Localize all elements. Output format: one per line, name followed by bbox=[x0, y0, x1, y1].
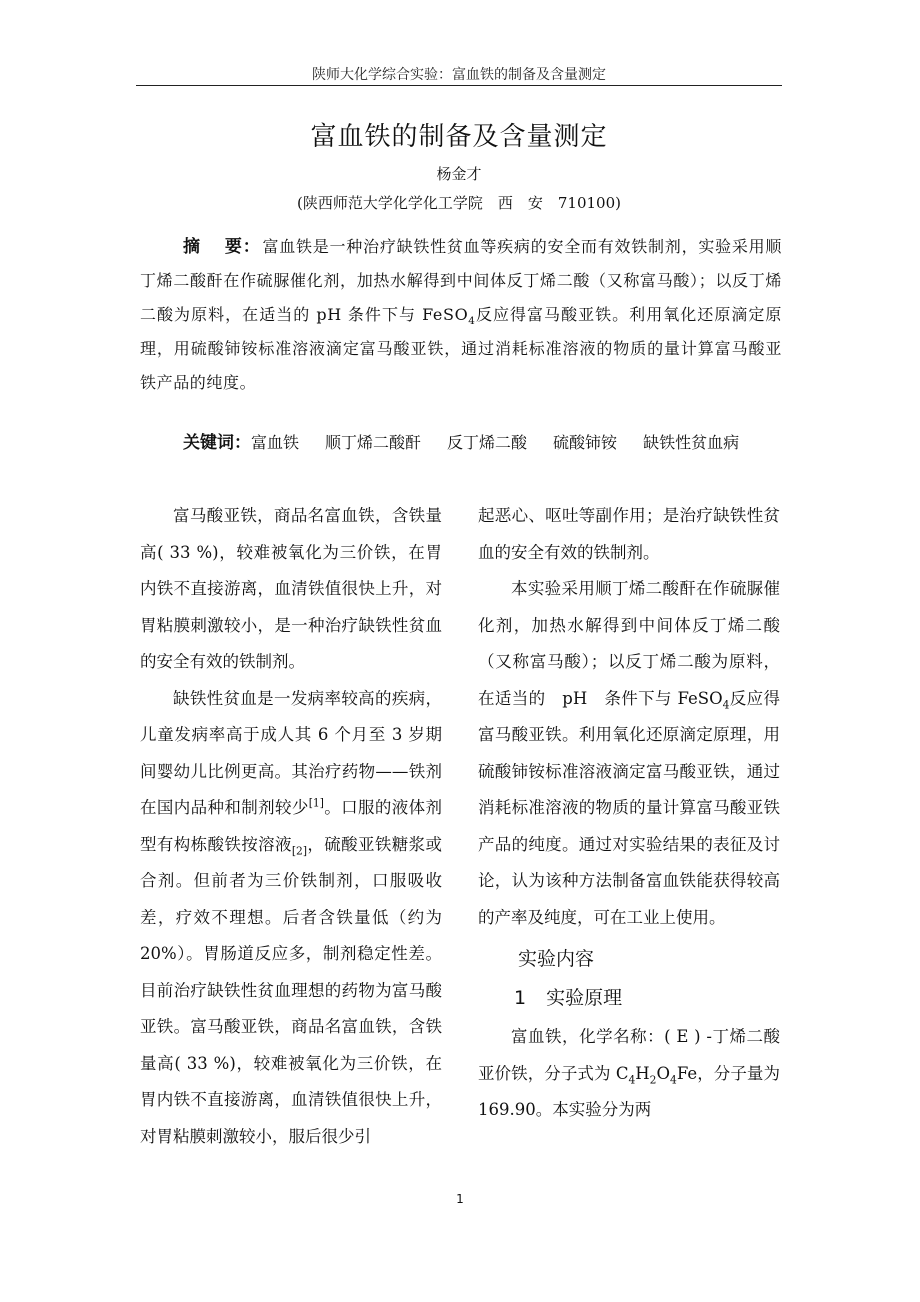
keyword-item: 缺铁性贫血病 bbox=[643, 433, 740, 452]
abstract bbox=[140, 230, 782, 400]
formula-subscript: 4 bbox=[670, 1072, 677, 1086]
citation-ref-1: [1] bbox=[308, 796, 324, 810]
body-paragraph: 富马酸亚铁，商品名富血铁，含铁量高( 33 %)，较难被氧化为三价铁，在胃内铁不直接游离，血清铁值很快上升，对胃粘膜刺激较小，是一种治疗缺铁性贫血的安全有效的铁制剂。 bbox=[140, 506, 442, 671]
abstract-text-b: 反应得富马酸亚铁。利用氧化还原滴定原理，用硫酸铈铵标准溶液滴定富马酸亚铁，通过消耗标准溶液的物质的量计算富马酸亚铁产品的纯度。 bbox=[140, 305, 782, 392]
page-number: 1 bbox=[456, 1192, 464, 1206]
formula-subscript: 2 bbox=[649, 1072, 657, 1086]
body-text: 反应得富马酸亚铁。利用氧化还原滴定原理，用硫酸铈铵标准溶液滴定富马酸亚铁，通过消耗标准溶液的物质的量计算富马酸亚铁产品的纯度。通过对实验结果的表征及讨论，认为该种方法制备富血铁能获得较高的产率及纯度，可在工业上使用。 bbox=[478, 688, 781, 927]
keywords bbox=[140, 424, 782, 462]
body-column-left bbox=[140, 498, 459, 1155]
abstract-subscript: 4 bbox=[468, 315, 476, 328]
paper-title: 富血铁的制备及含量测定 bbox=[310, 122, 608, 152]
body-text: 缺铁性贫血是一发病率较高的疾病，儿童发病率高于成人其 6 个月至 3 岁期 间婴幼儿比例更高。其治疗药物——铁剂在国内品种和制剂较少 bbox=[140, 688, 459, 817]
keyword-item: 富血铁 bbox=[251, 433, 300, 452]
body-paragraph bbox=[478, 571, 780, 936]
subsection-number: 1 bbox=[514, 987, 527, 1009]
keyword-item: 顺丁烯二酸酐 bbox=[325, 433, 422, 452]
keywords-label: 关键词： bbox=[183, 433, 251, 453]
abstract-label-part2: 要： bbox=[224, 237, 261, 257]
keyword-item: 硫酸铈铵 bbox=[553, 433, 618, 452]
body-paragraph-continued: 起恶心、呕吐等副作用；是治疗缺铁性贫血的安全有效的铁制剂。 bbox=[478, 506, 780, 562]
keyword-item: 反丁烯二酸 bbox=[447, 433, 528, 452]
body-text: Fe，分子量为 169.90。本实验分为两 bbox=[478, 1063, 780, 1119]
body-paragraph bbox=[140, 681, 459, 1156]
section-heading: 实验内容 bbox=[518, 948, 595, 970]
body-text: 富血铁，化学名称：( E ) -丁烯二酸亚价铁，分子式为 C bbox=[478, 1027, 780, 1083]
body-text: 本实验采用顺丁烯二酸酐在作硫脲催化剂，加热水解得到中间体反丁烯二酸（又称富马酸）；以反丁烯二酸为原料，在适当的 pH 条件下与 FeSO bbox=[478, 579, 780, 708]
abstract-text-a: 富血铁是一种治疗缺铁性贫血等疾病的安全而有效铁制剂，实验采用顺丁烯二酸酐在作硫脲催化剂，加热水解得到中间体反丁烯二酸（又称富马酸）；以反丁烯二酸为原料，在适当的 pH 条件下与 FeSO bbox=[140, 237, 782, 324]
body-text: 。口服的液体剂型有构栋酸铁按溶液 bbox=[140, 798, 443, 854]
header-rule bbox=[136, 85, 782, 86]
abstract-label-part1: 摘 bbox=[183, 237, 201, 257]
author-affiliation: (陕西师范大学化学化工学院 西 安 710100) bbox=[297, 194, 621, 212]
formula-subscript: 4 bbox=[722, 697, 730, 711]
formula-subscript: 4 bbox=[628, 1072, 636, 1086]
abstract-label bbox=[183, 237, 260, 257]
subsection-title: 实验原理 bbox=[546, 987, 623, 1009]
paper-author: 杨金才 bbox=[436, 165, 482, 183]
citation-ref-2: [2] bbox=[291, 843, 308, 857]
body-paragraph bbox=[478, 1019, 780, 1129]
body-text: H bbox=[635, 1063, 650, 1083]
running-header: 陕师大化学综合实验：富血铁的制备及含量测定 bbox=[312, 67, 606, 83]
body-text: ，硫酸亚铁糖浆或合剂。但前者为三价铁制剂，口服吸收差，疗效不理想。后者含铁量低（约为 20%）。胃肠道反应多，制剂稳定性差。目前治疗缺铁性贫血理想的药物为富马酸亚铁。富马酸亚铁，商品名富血铁，含铁量高( 33 %)，较难被氧化为三价铁，在胃内铁不直接游离，血清铁值很快上升，对胃粘膜刺激较小，服后很少引 bbox=[140, 834, 443, 1146]
body-text: O bbox=[656, 1063, 671, 1083]
body-column-right bbox=[478, 498, 780, 1129]
subsection-heading bbox=[514, 982, 780, 1014]
